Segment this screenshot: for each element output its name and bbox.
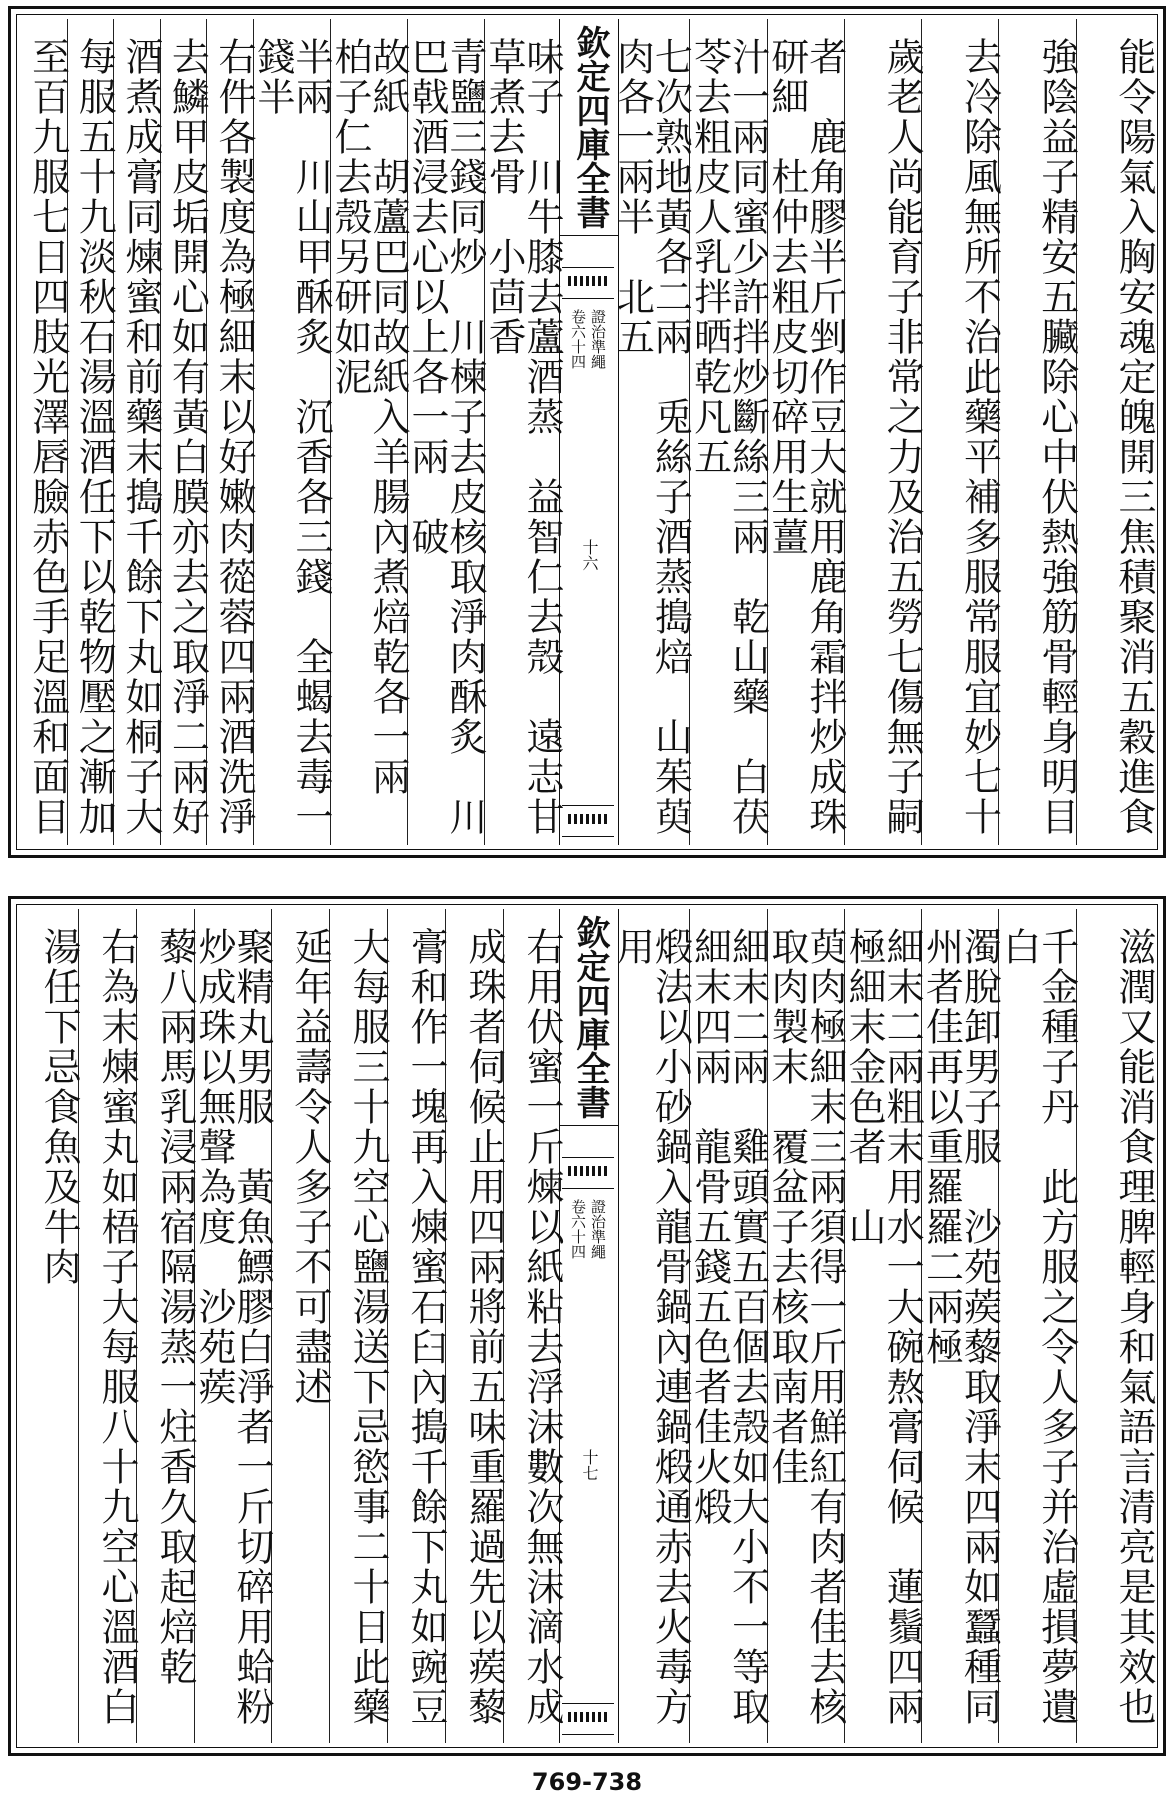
- text-column: 每服五十九淡秋石湯溫酒任下以乾物壓之漸加: [67, 19, 114, 845]
- text-column: 去冷除風無所不治此藥平補多服常服宜妙七十: [921, 19, 998, 845]
- fish-tail-mark-bottom: [562, 1703, 614, 1735]
- text-column: 強陰益子精安五臟除心中伏熱強筋骨輕身明目: [998, 19, 1075, 845]
- upper-header-title: 欽定四庫全書: [560, 19, 618, 236]
- upper-left-text-block: [21, 19, 564, 845]
- catalog-number: 769-738: [531, 1768, 643, 1796]
- fish-tail-mark: [562, 267, 614, 299]
- text-column: 煅法以小砂鍋入龍骨鍋內連鍋煅通赤去火毒方用: [610, 927, 693, 1727]
- upper-page-number: 十六: [580, 539, 599, 571]
- text-column: 湯任下忌食魚及牛肉: [37, 927, 81, 1287]
- text-column: 右件各製度為極細末以好嫩肉蓯蓉四兩酒洗淨: [206, 19, 253, 845]
- text-column: 滋潤又能消食理脾輕身和氣語言清亮是其效也: [1076, 909, 1153, 1743]
- text-column: 歲老人尚能育子非常之力及治五勞七傷無子嗣: [844, 19, 921, 845]
- text-column: 藜八兩馬乳浸兩宿隔湯蒸一炷香久取起焙乾: [136, 909, 194, 1743]
- lower-right-text-block: [610, 909, 1156, 1743]
- upper-right-text-block: [610, 19, 1156, 845]
- upper-page: [8, 6, 1166, 858]
- text-column: 味子 川牛膝去蘆酒蒸 益智仁去殼 遠志甘草煮去骨 小茴香: [484, 19, 561, 845]
- text-column: 酒煮成膏同煉蜜和前藥末搗千餘下丸如桐子大: [113, 19, 160, 845]
- text-column: 半兩 川山甲酥炙 沉香各三錢 全蝎去毒一錢半: [253, 19, 330, 845]
- text-column: 能令陽氣入胸安魂定魄開三焦積聚消五穀進食: [1076, 19, 1153, 845]
- fish-tail-mark: [562, 1157, 614, 1189]
- lower-center-margin: [559, 909, 619, 1743]
- upper-header-book: [568, 309, 608, 369]
- text-column: 膏和作一塊再入煉蜜石臼內搗千餘下丸如豌豆: [387, 909, 445, 1743]
- text-column: 故紙 胡蘆巴同故紙入羊腸內煮焙乾各一兩 柏子仁去殼另研如泥: [330, 19, 407, 845]
- upper-center-margin: [559, 19, 619, 845]
- lower-page-number: 十七: [580, 1449, 599, 1481]
- text-column: 七次熟地黃各二兩 兎絲子酒蒸搗焙 山茱萸肉各一兩半 北五: [610, 37, 693, 837]
- text-column: 濁脫卸男子服 沙苑蒺藜取淨末四兩如蠶種同州者佳再以重羅羅二兩極: [921, 909, 998, 1743]
- text-column: 延年益壽令人多子不可盡述: [271, 909, 329, 1743]
- text-column: 汁一兩同蜜少許拌炒斷絲三兩 乾山藥 白茯苓去粗皮人乳拌晒乾凡五: [689, 19, 766, 845]
- text-column: 聚精丸男服 黃魚鰾膠白淨者一斤切碎用蛤粉炒成珠以無聲為度 沙苑蒺: [194, 909, 271, 1743]
- text-column: 細末二兩粗末用水一大碗熬膏伺候 蓮鬚四兩極細末金色者 山: [844, 909, 921, 1743]
- lower-header-book: [568, 1199, 608, 1259]
- book-name: 證治準繩: [589, 309, 607, 369]
- text-column: 右用伏蜜一斤煉以紙粘去浮沫數次無沫滴水成: [503, 909, 561, 1743]
- text-column: 至百九服七日四肢光澤唇臉赤色手足溫和面目: [25, 37, 70, 837]
- text-column: 大每服三十九空心鹽湯送下忌慾事二十日此藥: [329, 909, 387, 1743]
- text-column: 右為末煉蜜丸如梧子大每服八十九空心溫酒白: [78, 909, 136, 1743]
- text-column: 者 鹿角膠半斤剉作豆大就用鹿角霜拌炒成珠研細 杜仲去粗皮切碎用生薑: [767, 19, 844, 845]
- lower-left-text-block: [21, 909, 564, 1743]
- lower-header-title: 欽定四庫全書: [560, 909, 618, 1126]
- volume-name: 卷六十四: [569, 1199, 587, 1259]
- text-column: 去鱗甲皮垢開心如有黃白膜亦去之取淨二兩好: [160, 19, 207, 845]
- book-name: 證治準繩: [589, 1199, 607, 1259]
- text-column: 青鹽三錢同炒 川楝子去皮核取淨肉酥炙 川巴戟酒浸去心以上各一兩 破: [407, 19, 484, 845]
- text-column: 細末二兩 雞頭實五百個去殼如大小不一等取細末四兩 龍骨五錢五色者佳火煅: [689, 909, 766, 1743]
- text-column: 成珠者伺候止用四兩將前五味重羅過先以蒺藜: [445, 909, 503, 1743]
- text-column: 萸肉極細末三兩須得一斤用鮮紅有肉者佳去核取肉製末 覆盆子去核取南者佳: [767, 909, 844, 1743]
- text-column: 千金種子丹 此方服之令人多子并治虛損夢遺白: [998, 909, 1075, 1743]
- volume-name: 卷六十四: [569, 309, 587, 369]
- lower-page: [8, 896, 1166, 1756]
- fish-tail-mark-bottom: [562, 805, 614, 837]
